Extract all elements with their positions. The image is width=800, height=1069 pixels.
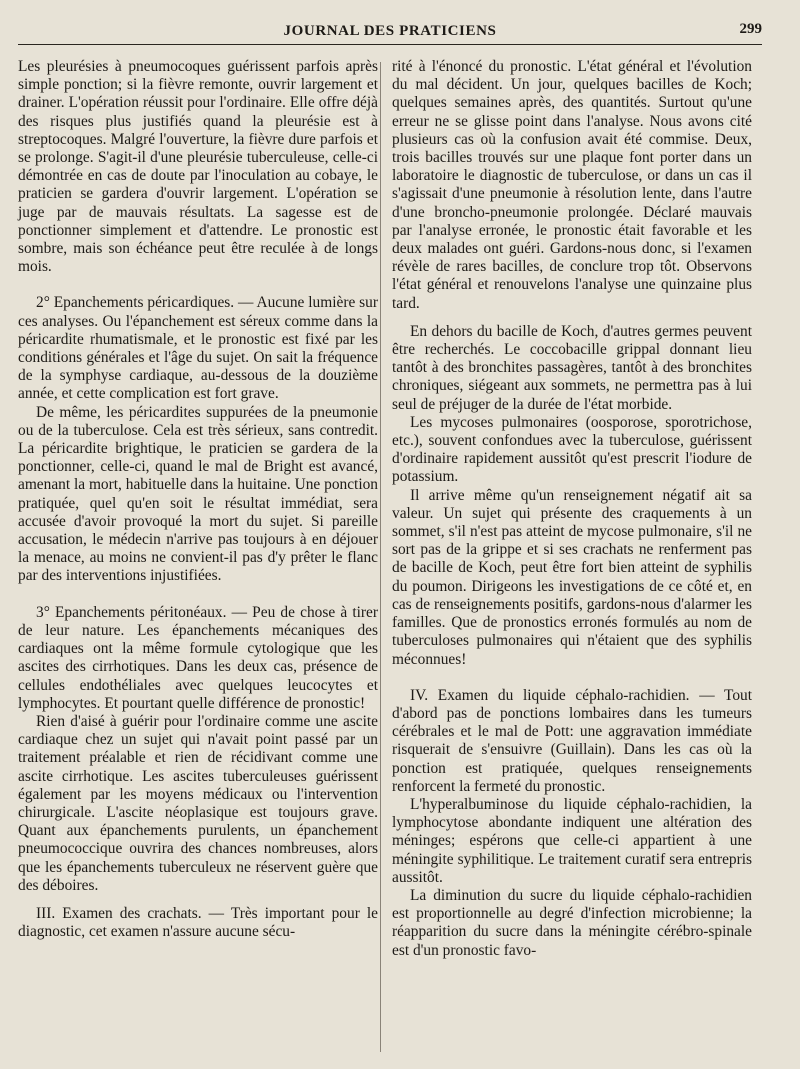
paragraph-epanchements-pericardiques: 2° Epanchements péricardiques. — Aucune lumière sur ces analyses. Ou l'épanchement est séreux comme dans la péricardite rhumatismale, et le pronostic est fixé par les conditions générales et l'âge du sujet. On sait la fréquence de la symphyse cardiaque, au-dessous de la douzième année, et cette complication est fort grave. <box>18 294 378 403</box>
paragraph-mycoses: Les mycoses pulmonaires (oosporose, sporotrichose, etc.), souvent confondues avec la tuberculose, guérissent d'ordinaire rapidement aussitôt qu'est prescrit l'iodure de potassium. <box>392 413 752 486</box>
paragraph-pronostic-bacilles: rité à l'énoncé du pronostic. L'état général et l'évolution du mal décident. Un jour, quelques bacilles de Koch; quelques semaines après, des quantités. Surtout qu'une erreur ne se glisse point dans l'analyse. Nous avons cité plusieurs cas où la confusion avait été commise. Deux, trois bacilles trouvés sur une plaque font porter dans un laboratoire le diagnostic de tuberculose, or dans un cas il s'agissait d'une pneumonie à résolution lente, dans l'autre d'une broncho-pneumonie prolongée. Déclaré mauvais par l'analyse erronée, le pronostic était favorable et les deux malades ont guéri. Gardons-nous donc, si l'examen révèle de rares bacilles, de conclure trop tôt. Observons l'état général et renouvelons l'analyse une quinzaine plus tard. <box>392 58 752 312</box>
paragraph-ascite: Rien d'aisé à guérir pour l'ordinaire comme une ascite cardiaque chez un sujet qui n'avait point passé par un traitement préalable et rien de récidivant comme une ascite cirrhotique. Les ascites tuberculeuses guérissent également par les moyens médicaux ou l'intervention chirurgicale. L'ascite néoplasique est toujours grave. Quant aux épanchements purulents, un épanchement pneumococcique ouvrira des chances nombreuses, alors que les épanchements tuberculeux ne réservent guère que des déboires. <box>18 712 378 894</box>
paragraph-epanchements-peritoneaux: 3° Epanchements péritonéaux. — Peu de chose à tirer de leur nature. Les épanchements mécaniques des cardiaques ont la même formule cytologique que les ascites des cirrhotiques. Dans les deux cas, présence de cellules endothéliales avec quelques leucocytes et lymphocytes. Et pourtant quelle différence de pronostic! <box>18 603 378 712</box>
running-head <box>18 18 762 45</box>
column-divider <box>380 62 381 1052</box>
section-heading-liquide-cephalo-rachidien: IV. Examen du liquide céphalo-rachidien. — Tout d'abord pas de ponctions lombaires dans les tumeurs cérébrales et le mal de Pott: une aggravation immédiate risquerait de s'ensuivre (Guillain). Dans les cas où la ponction est pratiquée, quelques renseignements renforcent la fermeté du pronostic. <box>392 686 752 795</box>
paragraph-pericardites-suppurees: De même, les péricardites suppurées de la pneumonie ou de la tuberculose. Cela est très sérieux, sans contredit. La péricardite brightique, le praticien se gardera de la ponctionner, celle-ci, quand le mal de Bright est avancé, amenant la mort, habituelle dans la huitaine. Une ponction pratiquée, quel qu'en soit le résultat immédiat, sera accusée d'avoir provoqué la mort du sujet. Si pareille accusation, le médecin n'arrive pas toujours à en déjouer la menace, au moins ne convient-il pas d'y prêter le flanc par des interventions injustifiées. <box>18 403 378 585</box>
paragraph-renseignement-negatif: Il arrive même qu'un renseignement négatif ait sa valeur. Un sujet qui présente des craquements à un sommet, s'il n'est pas atteint de mycose pulmonaire, s'il ne sort pas de la grippe et si ses crachats ne renferment pas de bacille de Koch, peut être fort bien atteint de syphilis du poumon. Dirigeons les investigations de ce côté et, en cas de renseignements positifs, gardons-nous d'alarmer les familles. Que de pronostics erronés formulés au nom de tuberculoses pulmonaires qui n'étaient que des syphilis méconnues! <box>392 486 752 668</box>
page-number: 299 <box>739 21 762 37</box>
journal-title: JOURNAL DES PRATICIENS <box>283 22 497 39</box>
left-column <box>18 58 378 941</box>
paragraph-hyperalbuminose: L'hyperalbuminose du liquide céphalo-rachidien, la lymphocytose abondante indiquent une altération des méninges; espérons que celle-ci appartient à une méningite syphilitique. Le traitement curatif sera entrepris aussitôt. <box>392 795 752 886</box>
paragraph-coccobacille: En dehors du bacille de Koch, d'autres germes peuvent être recherchés. Le coccobacille grippal donnant lieu tantôt à des bronchites passagères, tantôt à des bronchites chroniques, siégeant aux sommets, ne permettra pas à lui seul de préjuger de la durée de l'état morbide. <box>392 322 752 413</box>
paragraph-pleuresies: Les pleurésies à pneumocoques guérissent parfois après simple ponction; si la fièvre remonte, ouvrir largement et drainer. L'opération réussit pour l'ordinaire. Elle offre déjà des risques plus justifiés quand la pleurésie est à streptocoques. Malgré l'ouverture, la fièvre dure parfois et se prolonge. S'agit-il d'une pleurésie tuberculeuse, celle-ci démontrée en cas de doute par l'inoculation au cobaye, le praticien se gardera d'ouvrir largement. L'opération se juge par de mauvais résultats. La sagesse est de ponctionner simplement et d'attendre. Le pronostic est sombre, mais son échéance peut être reculée à de longs mois. <box>18 58 378 276</box>
paragraph-diminution-sucre: La diminution du sucre du liquide céphalo-rachidien est proportionnelle au degré d'infection microbienne; la réapparition du sucre dans la méningite cérébro-spinale est d'un pronostic favo- <box>392 886 752 959</box>
right-column <box>392 58 752 960</box>
section-heading-examen-crachats: III. Examen des crachats. — Très important pour le diagnostic, cet examen n'assure aucune sécu- <box>18 904 378 941</box>
